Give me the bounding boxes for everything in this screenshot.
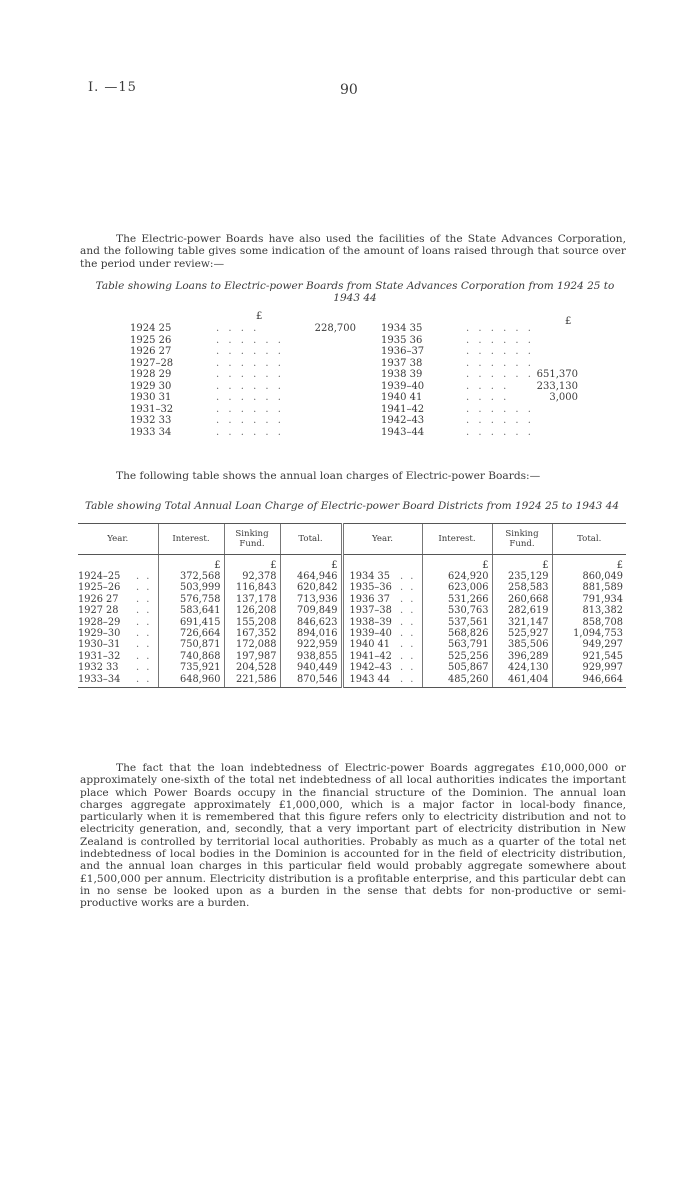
leader-dots: . . xyxy=(400,639,416,651)
loans-table-row xyxy=(0,427,700,439)
leader-dots: . . xyxy=(136,616,152,628)
col-header-sinking-fund-1: Sinking Fund. xyxy=(224,524,280,555)
loan-year: 1930 31 xyxy=(130,392,172,403)
loan-charge-row xyxy=(78,651,626,662)
unit-sinking-fund-1: £ xyxy=(224,555,280,572)
interest-2: 485,260 xyxy=(422,674,492,688)
year-1: 1933–34 xyxy=(78,674,136,688)
interest-2: 505,867 xyxy=(422,662,492,673)
document-reference: I. —15 xyxy=(88,80,137,95)
leader-dots: . . . . . . xyxy=(466,346,534,357)
leader-dots: . . xyxy=(136,639,152,651)
sinking-fund-1: 126,208 xyxy=(224,605,280,616)
sinking-fund-2: 424,130 xyxy=(492,662,552,673)
table1-caption: Table showing Loans to Electric-power Boards from State Advances Corporation from 1924 25 to 1943 44 xyxy=(95,280,615,304)
sinking-fund-2: 235,129 xyxy=(492,571,552,582)
loan-year: 1933 34 xyxy=(130,426,172,438)
interest-1: 691,415 xyxy=(158,617,224,628)
leader-dots: . . xyxy=(400,628,416,640)
interest-2: 563,791 xyxy=(422,639,492,650)
total-2: 858,708 xyxy=(552,617,626,628)
leader-dots: . . . . . . xyxy=(216,380,284,392)
loan-charge-row xyxy=(78,674,626,688)
leader-dots: . . . . . . xyxy=(466,403,534,415)
col-header-year-2: Year. xyxy=(342,524,422,555)
loan-amount: 651,370 xyxy=(536,369,578,380)
leader-dots: . . . . . . xyxy=(466,334,534,346)
sinking-fund-2: 321,147 xyxy=(492,617,552,628)
sinking-fund-1: 167,352 xyxy=(224,628,280,639)
year-2: 1943 44 xyxy=(342,674,400,688)
col-header-total-1: Total. xyxy=(280,524,342,555)
sinking-fund-2: 282,619 xyxy=(492,605,552,616)
loans-table-row xyxy=(0,335,700,347)
total-1: 846,623 xyxy=(280,617,342,628)
sinking-fund-1: 197,987 xyxy=(224,651,280,662)
sinking-fund-2: 461,404 xyxy=(492,674,552,688)
loan-charge-row xyxy=(78,582,626,593)
leader-dots: . . xyxy=(136,582,152,594)
sinking-fund-1: 221,586 xyxy=(224,674,280,688)
sinking-fund-2: 385,506 xyxy=(492,639,552,650)
loans-table-row xyxy=(0,323,700,335)
loan-year: 1925 26 xyxy=(130,334,172,346)
table1-unit-left: £ xyxy=(256,311,263,322)
loan-charge-row xyxy=(78,617,626,628)
leader-dots: . . xyxy=(400,616,416,628)
total-1: 713,936 xyxy=(280,594,342,605)
leader-dots: . . . . xyxy=(466,380,510,392)
year-2: 1942–43 xyxy=(342,662,400,673)
leader-dots: . . xyxy=(136,662,152,674)
sinking-fund-2: 396,289 xyxy=(492,651,552,662)
loan-charge-row xyxy=(78,605,626,616)
table2-unit-row xyxy=(78,555,626,572)
leader-dots: . . xyxy=(136,650,152,662)
loans-table-row xyxy=(0,346,700,358)
loans-table-row xyxy=(0,369,700,381)
loans-table-row xyxy=(0,404,700,416)
total-1: 940,449 xyxy=(280,662,342,673)
loan-year: 1934 35 xyxy=(381,323,423,334)
loans-table-row xyxy=(0,358,700,370)
sinking-fund-1: 137,178 xyxy=(224,594,280,605)
interest-2: 530,763 xyxy=(422,605,492,616)
loan-year: 1936–37 xyxy=(381,346,425,357)
total-2: 860,049 xyxy=(552,571,626,582)
total-1: 620,842 xyxy=(280,582,342,593)
leader-dots: . . xyxy=(400,605,416,617)
leader-dots: . . . . . . xyxy=(466,415,534,426)
total-1: 922,959 xyxy=(280,639,342,650)
sinking-fund-1: 204,528 xyxy=(224,662,280,673)
interest-2: 531,266 xyxy=(422,594,492,605)
year-2: 1937–38 xyxy=(342,605,400,616)
loan-year: 1924 25 xyxy=(130,323,172,334)
leader-dots: . . . . . . xyxy=(216,403,284,415)
total-2: 813,382 xyxy=(552,605,626,616)
sinking-fund-2: 525,927 xyxy=(492,628,552,639)
leader-dots: . . . . . . xyxy=(216,415,284,426)
year-1: 1927 28 xyxy=(78,605,119,617)
leader-dots: . . xyxy=(400,571,416,582)
total-1: 709,849 xyxy=(280,605,342,616)
leader-dots: . . xyxy=(400,650,416,662)
closing-paragraph: The fact that the loan indebtedness of Electric-power Boards aggregates £10,000,000 or approximately one-sixth of the total net indebtedness of all local authorities indicates the important place which Power Boards occupy in the financial structure of the Dominion. The annual loan charges aggregate approximately £1,000,000, which is a major factor in local-body finance, particularly when it is remembered that this figure refers only to electricity distribution and not to electricity generation, and, secondly, that a very important part of electricity distribution in New Zealand is controlled by territorial local authorities. Probably as much as a quarter of the total net indebtedness of local bodies in the Dominion is accounted for in the field of electricity distribution, and the annual loan charges in this particular field would probably aggregate somewhere about £1,500,000 per annum. Electricity distribution is a profitable enterprise, and this particular debt can in no sense be looked upon as a burden in the sense that debts for non-productive or semi-productive works are a burden. xyxy=(80,762,626,910)
loan-year: 1937 38 xyxy=(381,357,423,369)
year-1: 1926 27 xyxy=(78,593,119,605)
loans-table-row xyxy=(0,381,700,393)
interest-1: 750,871 xyxy=(158,639,224,650)
interest-2: 525,256 xyxy=(422,651,492,662)
page-number: 90 xyxy=(340,82,358,98)
loan-year: 1942–43 xyxy=(381,415,425,426)
loan-charge-row xyxy=(78,628,626,639)
loan-year: 1941–42 xyxy=(381,403,425,415)
col-header-total-2: Total. xyxy=(552,524,626,555)
unit-total-2: £ xyxy=(552,555,626,572)
year-2: 1934 35 xyxy=(342,571,400,582)
interest-1: 576,758 xyxy=(158,594,224,605)
interest-1: 740,868 xyxy=(158,651,224,662)
loan-year: 1939–40 xyxy=(381,380,425,392)
total-2: 881,589 xyxy=(552,582,626,593)
interest-2: 624,920 xyxy=(422,571,492,582)
year-2: 1936 37 xyxy=(342,594,400,605)
sinking-fund-1: 155,208 xyxy=(224,617,280,628)
loan-year: 1931–32 xyxy=(130,403,174,415)
year-2: 1935–36 xyxy=(342,582,400,593)
total-2: 1,094,753 xyxy=(552,628,626,639)
loan-year: 1940 41 xyxy=(381,392,423,403)
loans-table-row xyxy=(0,415,700,427)
loan-charge-row xyxy=(78,639,626,650)
interest-2: 537,561 xyxy=(422,617,492,628)
interest-1: 735,921 xyxy=(158,662,224,673)
intro-paragraph: The Electric-power Boards have also used the facilities of the State Advances Corporation, and the following table gives some indication of the amount of loans raised through that source over the period under review:— xyxy=(80,233,626,270)
loan-year: 1935 36 xyxy=(381,334,423,346)
total-1: 870,546 xyxy=(280,674,342,688)
total-2: 949,297 xyxy=(552,639,626,650)
leader-dots: . . xyxy=(136,571,152,582)
table2-header-row xyxy=(78,524,626,555)
leader-dots: . . xyxy=(400,582,416,594)
loan-amount: 228,700 xyxy=(314,323,356,334)
total-1: 938,855 xyxy=(280,651,342,662)
leader-dots: . . . . . . xyxy=(216,369,284,380)
interest-2: 623,006 xyxy=(422,582,492,593)
unit-total-1: £ xyxy=(280,555,342,572)
loan-year: 1928 29 xyxy=(130,369,172,380)
unit-interest-2: £ xyxy=(422,555,492,572)
loan-year: 1926 27 xyxy=(130,346,172,357)
loan-year: 1943–44 xyxy=(381,426,425,438)
leader-dots: . . . . . . xyxy=(466,323,534,334)
interest-2: 568,826 xyxy=(422,628,492,639)
total-2: 791,934 xyxy=(552,594,626,605)
loan-year: 1927–28 xyxy=(130,357,174,369)
loan-year: 1932 33 xyxy=(130,415,172,426)
col-header-year-1: Year. xyxy=(78,524,158,555)
year-1: 1932 33 xyxy=(78,662,119,674)
loans-table-row xyxy=(0,392,700,404)
table2-caption: Table showing Total Annual Loan Charge of Electric-power Board Districts from 1924 25 to 1943 44 xyxy=(84,500,620,512)
sinking-fund-2: 260,668 xyxy=(492,594,552,605)
leader-dots: . . xyxy=(136,593,152,605)
unit-sinking-fund-2: £ xyxy=(492,555,552,572)
year-1: 1925–26 xyxy=(78,582,121,594)
interest-1: 726,664 xyxy=(158,628,224,639)
year-2: 1940 41 xyxy=(342,639,400,650)
sinking-fund-1: 116,843 xyxy=(224,582,280,593)
interest-1: 648,960 xyxy=(158,674,224,688)
leader-dots: . . xyxy=(400,593,416,605)
loan-charges-table xyxy=(78,523,626,688)
leader-dots: . . . . . . xyxy=(216,392,284,403)
col-header-sinking-fund-2: Sinking Fund. xyxy=(492,524,552,555)
sinking-fund-2: 258,583 xyxy=(492,582,552,593)
leader-dots: . . . . . . xyxy=(466,426,534,438)
leader-dots: . . xyxy=(400,662,416,674)
leader-dots: . . . . . . xyxy=(216,426,284,438)
col-header-interest-2: Interest. xyxy=(422,524,492,555)
table1-unit-right: £ xyxy=(565,316,572,327)
year-1: 1929–30 xyxy=(78,628,121,640)
interest-1: 372,568 xyxy=(158,571,224,582)
leader-dots: . . . . xyxy=(216,323,260,334)
leader-dots: . . . . . . xyxy=(216,346,284,357)
loan-amount: 233,130 xyxy=(536,380,578,392)
leader-dots: . . xyxy=(136,674,158,688)
loan-charge-row xyxy=(78,571,626,582)
year-2: 1938–39 xyxy=(342,617,400,628)
sinking-fund-1: 92,378 xyxy=(224,571,280,582)
interest-1: 503,999 xyxy=(158,582,224,593)
leader-dots: . . . . . . xyxy=(466,357,534,369)
interest-1: 583,641 xyxy=(158,605,224,616)
leader-dots: . . xyxy=(136,628,152,640)
leader-dots: . . xyxy=(136,605,152,617)
year-1: 1928–29 xyxy=(78,616,121,628)
year-2: 1939–40 xyxy=(342,628,400,639)
loan-year: 1938 39 xyxy=(381,369,423,380)
total-2: 921,545 xyxy=(552,651,626,662)
sinking-fund-1: 172,088 xyxy=(224,639,280,650)
loan-year: 1929 30 xyxy=(130,380,172,392)
year-2: 1941–42 xyxy=(342,651,400,662)
loan-charge-row xyxy=(78,594,626,605)
leader-dots: . . . . . . xyxy=(466,369,534,380)
total-1: 464,946 xyxy=(280,571,342,582)
year-1: 1931–32 xyxy=(78,650,121,662)
col-header-interest-1: Interest. xyxy=(158,524,224,555)
year-1: 1930–31 xyxy=(78,639,121,651)
leader-dots: . . xyxy=(400,674,422,688)
leader-dots: . . . . . . xyxy=(216,334,284,346)
total-2: 929,997 xyxy=(552,662,626,673)
total-2: 946,664 xyxy=(552,674,626,688)
leader-dots: . . . . xyxy=(466,392,510,403)
year-1: 1924–25 xyxy=(78,571,121,582)
loan-amount: 3,000 xyxy=(549,392,578,403)
loan-charge-row xyxy=(78,662,626,673)
leader-dots: . . . . . . xyxy=(216,357,284,369)
total-1: 894,016 xyxy=(280,628,342,639)
unit-interest-1: £ xyxy=(158,555,224,572)
table2-intro: The following table shows the annual loan charges of Electric-power Boards:— xyxy=(116,470,541,482)
